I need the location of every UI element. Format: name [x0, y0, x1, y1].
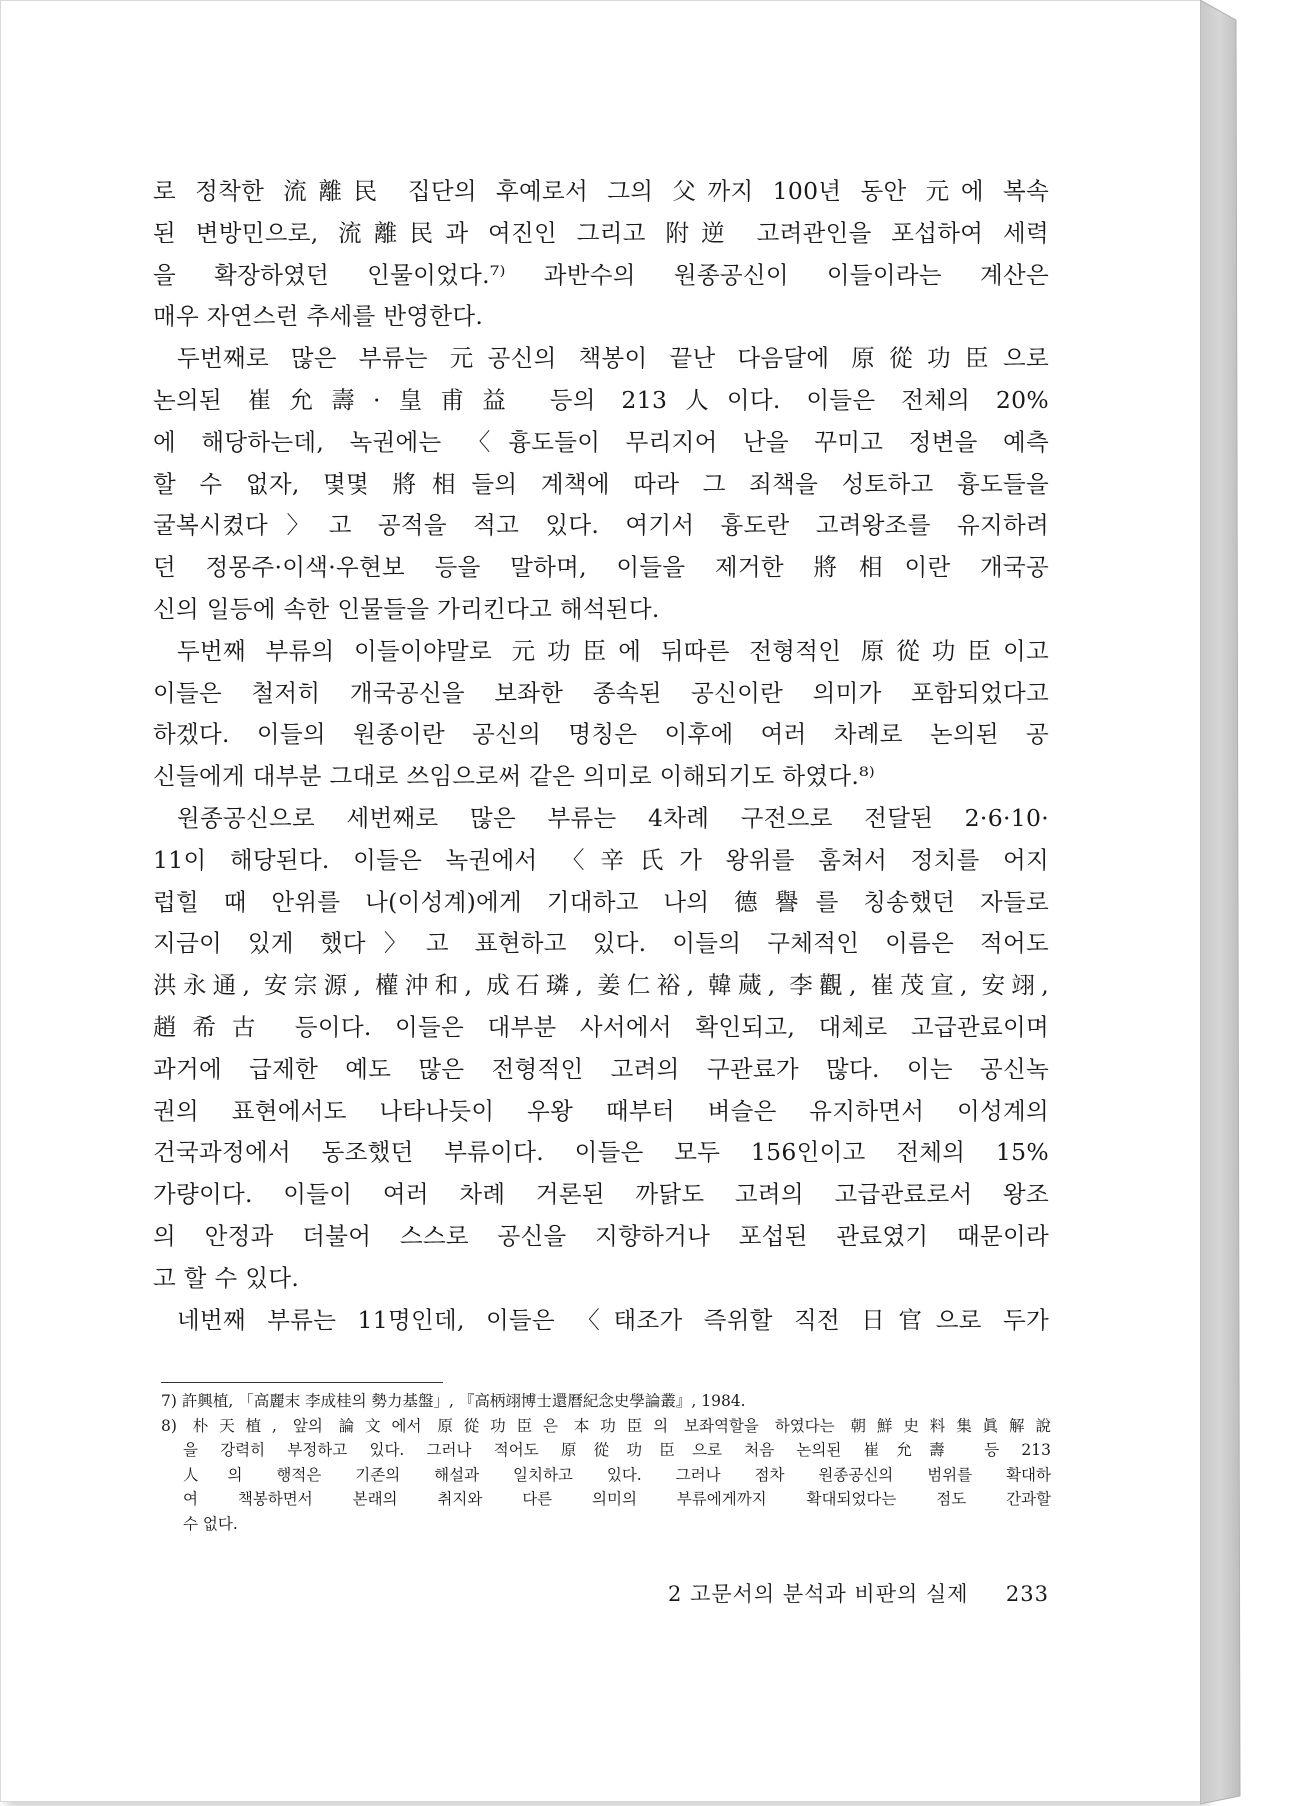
- text-line: 하겠다. 이들의 원종이란 공신의 명칭은 이후에 여러 차례로 논의된 공: [153, 720, 1049, 749]
- text-line: 지금이 있게 했다〉고 표현하고 있다. 이들의 구체적인 이름은 적어도: [153, 929, 1049, 958]
- footnote-line: 수 없다.: [183, 1514, 238, 1533]
- text-line: 洪永通, 安宗源, 權沖和, 成石璘, 姜仁裕, 韓蒇, 李觀, 崔茂宣, 安翊,: [153, 971, 1049, 1000]
- footnote-line: 을 강력히 부정하고 있다. 그러나 적어도 原從功臣으로 처음 논의된 崔允壽 등 213: [183, 1441, 1051, 1460]
- page-footer: [601, 1578, 1049, 1608]
- text-line: 11이 해당된다. 이들은 녹권에서 〈辛氏가 왕위를 훔쳐서 정치를 어지: [153, 845, 1049, 874]
- book-spine-edge: [1200, 0, 1248, 1806]
- text-line: 원종공신으로 세번째로 많은 부류는 4차례 구전으로 전달된 2·6·10·: [177, 803, 1049, 832]
- footnote-line: 人의 행적은 기존의 해설과 일치하고 있다. 그러나 점차 원종공신의 범위를 확대하: [183, 1465, 1051, 1484]
- paragraph-5: [153, 1300, 1049, 1342]
- text-line: 신들에게 대부분 그대로 쓰임으로써 같은 의미로 이해되기도 하였다.⁸⁾: [153, 762, 875, 791]
- text-line: 된 변방민으로, 流離民과 여진인 그리고 附逆 고려관인을 포섭하여 세력: [153, 218, 1049, 247]
- book-edge-graphic: [1200, 0, 1248, 1806]
- text-line: 매우 자연스런 추세를 반영한다.: [153, 302, 484, 331]
- text-line: 건국과정에서 동조했던 부류이다. 이들은 모두 156인이고 전체의 15%: [153, 1138, 1049, 1167]
- text-line: 로 정착한 流離民 집단의 후예로서 그의 父까지 100년 동안 元에 복속: [153, 177, 1049, 205]
- text-line: 신의 일등에 속한 인물들을 가리킨다고 해석된다.: [153, 594, 660, 623]
- page-number: 233: [1005, 1582, 1049, 1606]
- paragraph-4: [153, 798, 1049, 1300]
- text-line: 에 해당하는데, 녹권에는 〈흉도들이 무리지어 난을 꾸미고 정변을 예측: [153, 427, 1049, 456]
- paragraph-2: [153, 338, 1049, 631]
- text-line: 이들은 철저히 개국공신을 보좌한 종속된 공신이란 의미가 포함되었다고: [153, 678, 1049, 707]
- footnote-line: 8) 朴天植, 앞의 論文에서 原從功臣은 本功臣의 보좌역할을 하였다는 朝鮮史料集眞解說: [161, 1416, 1051, 1435]
- text-line: 의 안정과 더불어 스스로 공신을 지향하거나 포섭된 관료였기 때문이라: [153, 1221, 1049, 1250]
- footnote-7: [161, 1389, 1051, 1414]
- footnote-line: 7) 許興植, 「高麗末 李成桂의 勢力基盤」, 『高柄翊博士還曆紀念史學論叢』, 1984.: [161, 1392, 746, 1410]
- text-line: 네번째 부류는 11명인데, 이들은 〈태조가 즉위할 직전 日官으로 두가: [177, 1305, 1049, 1334]
- text-line: 과거에 급제한 예도 많은 전형적인 고려의 구관료가 많다. 이는 공신녹: [153, 1054, 1049, 1083]
- text-line: 논의된 崔允壽·皇甫益 등의 213人이다. 이들은 전체의 20%: [153, 385, 1049, 414]
- text-line: 던 정몽주·이색·우현보 등을 말하며, 이들을 제거한 將相이란 개국공: [153, 553, 1049, 582]
- text-line: 럽힐 때 안위를 나(이성계)에게 기대하고 나의 德譽를 칭송했던 자들로: [153, 887, 1049, 916]
- body-text: [153, 171, 1049, 1341]
- footnote-line: 여 책봉하면서 본래의 취지와 다른 의미의 부류에게까지 확대되었다는 점도 간과할: [183, 1490, 1051, 1509]
- footnote-divider: [161, 1382, 443, 1383]
- text-line: 고 할 수 있다.: [153, 1263, 300, 1292]
- running-head: 2 고문서의 분석과 비판의 실제: [668, 1582, 969, 1606]
- paragraph-3: [153, 631, 1049, 798]
- footnotes: [161, 1389, 1051, 1537]
- footnote-8: [161, 1414, 1051, 1537]
- text-line: 두번째로 많은 부류는 元공신의 책봉이 끝난 다음달에 原從功臣으로: [177, 344, 1049, 373]
- text-line: 굴복시켰다〉고 공적을 적고 있다. 여기서 흉도란 고려왕조를 유지하려: [153, 511, 1049, 540]
- text-line: 할 수 없자, 몇몇 將相들의 계책에 따라 그 죄책을 성토하고 흉도들을: [153, 469, 1049, 498]
- text-line: 가량이다. 이들이 여러 차례 거론된 까닭도 고려의 고급관료로서 왕조: [153, 1180, 1049, 1209]
- text-line: 권의 표현에서도 나타나듯이 우왕 때부터 벼슬은 유지하면서 이성계의: [153, 1096, 1049, 1125]
- text-line: 두번째 부류의 이들이야말로 元功臣에 뒤따른 전형적인 原從功臣이고: [177, 636, 1049, 665]
- text-line: 을 확장하였던 인물이었다.⁷⁾ 과반수의 원종공신이 이들이라는 계산은: [153, 260, 1049, 289]
- text-line: 趙希古 등이다. 이들은 대부분 사서에서 확인되고, 대체로 고급관료이며: [153, 1012, 1049, 1041]
- paragraph-1: [153, 171, 1049, 338]
